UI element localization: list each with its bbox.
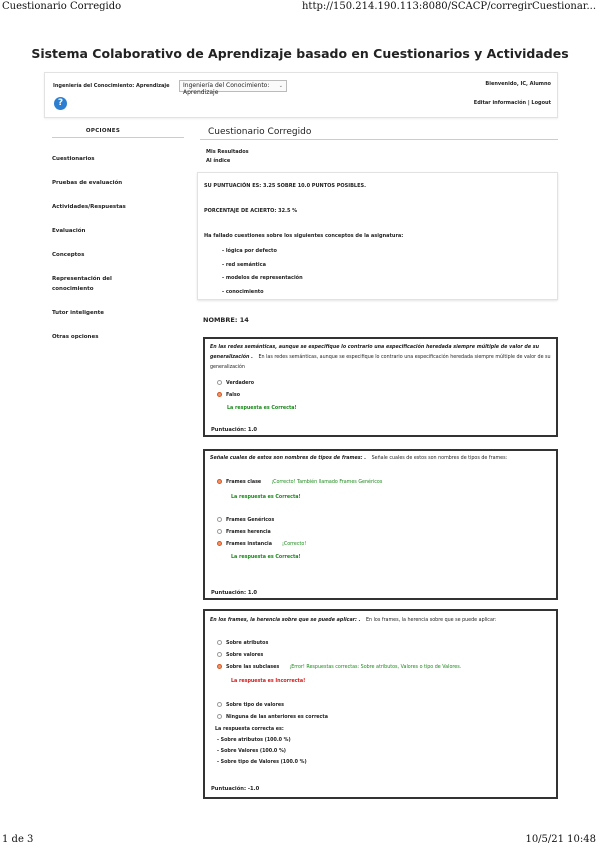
option-feedback: ¡Correcto! También llamado Frames Genéricos xyxy=(271,480,383,485)
logout-link[interactable]: Logout xyxy=(531,100,551,106)
feedback-correct: La respuesta es Correcta! xyxy=(231,495,301,500)
print-page-number: 1 de 3 xyxy=(2,834,34,845)
option-label: Frames herencia xyxy=(226,530,271,535)
question-statement-bold: En los frames, la herencia sobre que se puede aplicar: . xyxy=(210,618,361,623)
option-feedback: ¡Error! Respuestas correctas: Sobre atributos, Valores o tipo de Valores. xyxy=(289,665,462,670)
checkbox-icon[interactable] xyxy=(217,640,222,645)
top-bar xyxy=(44,72,558,118)
radio-checked-icon[interactable] xyxy=(217,392,222,397)
nav-links xyxy=(200,148,558,166)
question-3 xyxy=(203,609,558,799)
print-url: http://150.214.190.113:8080/SCACP/corregirCuestionar... xyxy=(301,1,596,12)
subject-select-value: Ingeniería del Conocimiento: Aprendizaje xyxy=(183,82,270,96)
user-greeting: Bienvenido, IC, Alumno xyxy=(485,81,551,87)
subject-label: Ingeniería del Conocimiento: Aprendizaje xyxy=(53,83,170,89)
user-links xyxy=(474,100,551,106)
sidebar-heading: OPCIONES xyxy=(52,128,184,138)
question-statement-bold: En las redes semánticas, aunque se especifique lo contrario una especificación heredada siempre múltiple de valor de su generalización . xyxy=(210,345,540,360)
option-label: Frames clase xyxy=(226,480,262,485)
question-statement-plain: En los frames, la herencia sobre que se puede aplicar: xyxy=(366,618,497,623)
list-item: - lógica por defecto xyxy=(222,248,277,254)
option-falso[interactable] xyxy=(217,392,240,398)
checkbox-icon[interactable] xyxy=(217,702,222,707)
option-label: Sobre atributos xyxy=(226,641,269,646)
question-1 xyxy=(203,337,558,437)
question-score: Puntuación: 1.0 xyxy=(211,427,258,433)
checkbox-checked-icon[interactable] xyxy=(217,479,222,484)
results-link[interactable]: Mis Resultados xyxy=(206,149,249,155)
option-label: Frames Genéricos xyxy=(226,518,275,523)
checkbox-checked-icon[interactable] xyxy=(217,541,222,546)
links-separator: | xyxy=(527,100,530,106)
option-label: Verdadero xyxy=(226,381,255,386)
checkbox-icon[interactable] xyxy=(217,529,222,534)
option-label: Sobre valores xyxy=(226,653,264,658)
checkbox-icon[interactable] xyxy=(217,652,222,657)
option-label: Falso xyxy=(226,393,241,398)
sidebar-item-conceptos[interactable]: Conceptos xyxy=(52,252,85,258)
option-frames-genericos[interactable] xyxy=(217,517,274,523)
question-statement xyxy=(210,616,552,626)
radio-icon[interactable] xyxy=(217,380,222,385)
index-link[interactable]: Al índice xyxy=(206,158,231,164)
feedback-incorrect: La respuesta es Incorrecta! xyxy=(231,679,306,684)
score-text: SU PUNTUACIÓN ES: 3.25 SOBRE 10.0 PUNTOS POSIBLES. xyxy=(204,183,366,189)
percentage-text: PORCENTAJE DE ACIERTO: 32.5 % xyxy=(204,208,298,214)
page-title: Cuestionario Corregido xyxy=(200,127,558,140)
option-label: Ninguna de las anteriores es correcta xyxy=(226,715,328,720)
sidebar-item-otras[interactable]: Otras opciones xyxy=(52,334,99,340)
option-atributos[interactable] xyxy=(217,640,268,646)
option-verdadero[interactable] xyxy=(217,380,254,386)
print-footer xyxy=(0,834,600,848)
list-item: - modelos de representación xyxy=(222,275,303,281)
question-score: Puntuación: -1.0 xyxy=(211,786,260,792)
checkbox-icon[interactable] xyxy=(217,714,222,719)
chevron-down-icon: ⌄ xyxy=(278,83,283,89)
sidebar-item-representacion[interactable]: Representación del conocimiento xyxy=(52,276,112,292)
option-ninguna[interactable] xyxy=(217,714,328,720)
option-frames-herencia[interactable] xyxy=(217,529,271,535)
option-frames-instancia[interactable] xyxy=(217,541,306,547)
question-statement xyxy=(210,343,552,373)
list-item: - red semántica xyxy=(222,261,266,268)
list-item: - conocimiento xyxy=(222,288,264,295)
feedback-correct: La respuesta es Correcta! xyxy=(227,406,297,411)
question-statement-bold: Señale cuales de estos son nombres de tipos de frames: . xyxy=(210,456,367,461)
option-label: Frames instancia xyxy=(226,542,272,547)
checkbox-icon[interactable] xyxy=(217,517,222,522)
sidebar-item-cuestionarios[interactable]: Cuestionarios xyxy=(52,156,95,162)
failed-concepts-intro: Ha fallado cuestiones sobre los siguientes conceptos de la asignatura: xyxy=(204,233,404,239)
checkbox-checked-icon[interactable] xyxy=(217,664,222,669)
correct-answer-item: - Sobre atributos (100.0 %) xyxy=(217,738,291,743)
question-statement xyxy=(210,454,552,464)
sidebar-item-evaluacion[interactable]: Evaluación xyxy=(52,228,86,234)
option-subclases[interactable] xyxy=(217,664,461,670)
sidebar-item-actividades[interactable]: Actividades/Respuestas xyxy=(52,204,126,210)
failed-concepts-list xyxy=(222,245,303,299)
option-label: Sobre las subclases xyxy=(226,665,280,670)
print-page-title: Cuestionario Corregido xyxy=(2,1,122,12)
correct-answer-item: - Sobre tipo de Valores (100.0 %) xyxy=(217,760,307,765)
main-content xyxy=(200,127,558,166)
option-tipo-valores[interactable] xyxy=(217,702,284,708)
option-label: Sobre tipo de valores xyxy=(226,703,284,708)
question-statement-plain: Señale cuales de estos son nombres de tipos de frames: xyxy=(371,456,508,461)
sidebar-item-pruebas[interactable]: Pruebas de evaluación xyxy=(52,180,123,186)
sidebar-item-tutor[interactable]: Tutor inteligente xyxy=(52,310,104,316)
question-2 xyxy=(203,449,558,600)
option-valores[interactable] xyxy=(217,652,263,658)
option-feedback: ¡Correcto! xyxy=(281,542,307,547)
print-date: 10/5/21 10:48 xyxy=(525,834,596,845)
student-name: NOMBRE: 14 xyxy=(203,316,249,324)
subject-select[interactable] xyxy=(179,80,287,96)
correct-answer-title: La respuesta correcta es: xyxy=(215,727,284,732)
help-icon[interactable]: ? xyxy=(54,97,67,110)
question-score: Puntuación: 1.0 xyxy=(211,590,258,596)
option-frames-clase[interactable] xyxy=(217,479,382,485)
question-statement-plain: En las redes semánticas, aunque se especifique lo contrario una especificación heredada siempre múltiple de valor de su generalización xyxy=(210,355,551,370)
feedback-correct: La respuesta es Correcta! xyxy=(231,555,301,560)
print-header xyxy=(0,0,600,14)
edit-info-link[interactable]: Editar información xyxy=(473,100,527,106)
correct-answer-item: - Sobre Valores (100.0 %) xyxy=(217,749,286,754)
sidebar xyxy=(52,128,184,342)
results-summary xyxy=(197,172,558,300)
site-title: Sistema Colaborativo de Aprendizaje basado en Cuestionarios y Actividades xyxy=(31,46,569,61)
